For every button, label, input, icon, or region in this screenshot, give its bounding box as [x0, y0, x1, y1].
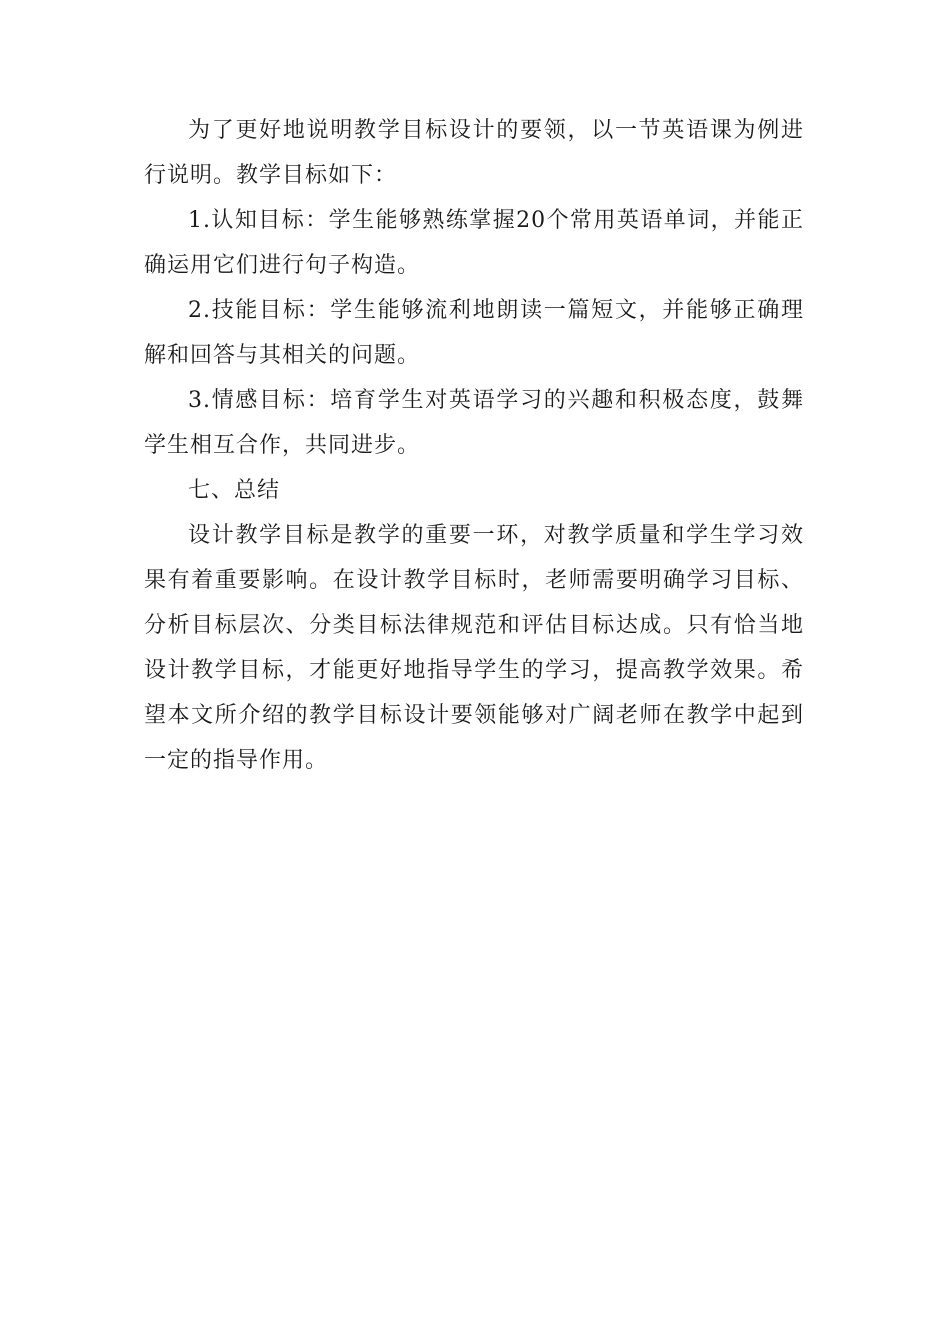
intro-paragraph: 为了更好地说明教学目标设计的要领，以一节英语课为例进行说明。教学目标如下： [144, 118, 804, 188]
cognitive-goal-paragraph: 1.认知目标：学生能够熟练掌握20个常用英语单词，并能正确运用它们进行句子构造。 [144, 208, 804, 278]
skill-goal-paragraph: 2.技能目标：学生能够流利地朗读一篇短文，并能够正确理解和回答与其相关的问题。 [144, 298, 804, 368]
section-heading-summary: 七、总结 [188, 478, 281, 503]
summary-paragraph: 设计教学目标是教学的重要一环，对教学质量和学生学习效果有着重要影响。在设计教学目标时，老师需要明确学习目标、分析目标层次、分类目标法律规范和评估目标达成。只有恰当地设计教学目标，才能更好地指导学生的学习，提高教学效果。希望本文所介绍的教学目标设计要领能够对广阔老师在教学中起到一定的指导作用。 [144, 523, 804, 773]
document-body [144, 108, 804, 783]
affective-goal-paragraph: 3.情感目标：培育学生对英语学习的兴趣和积极态度，鼓舞学生相互合作，共同进步。 [144, 388, 804, 458]
